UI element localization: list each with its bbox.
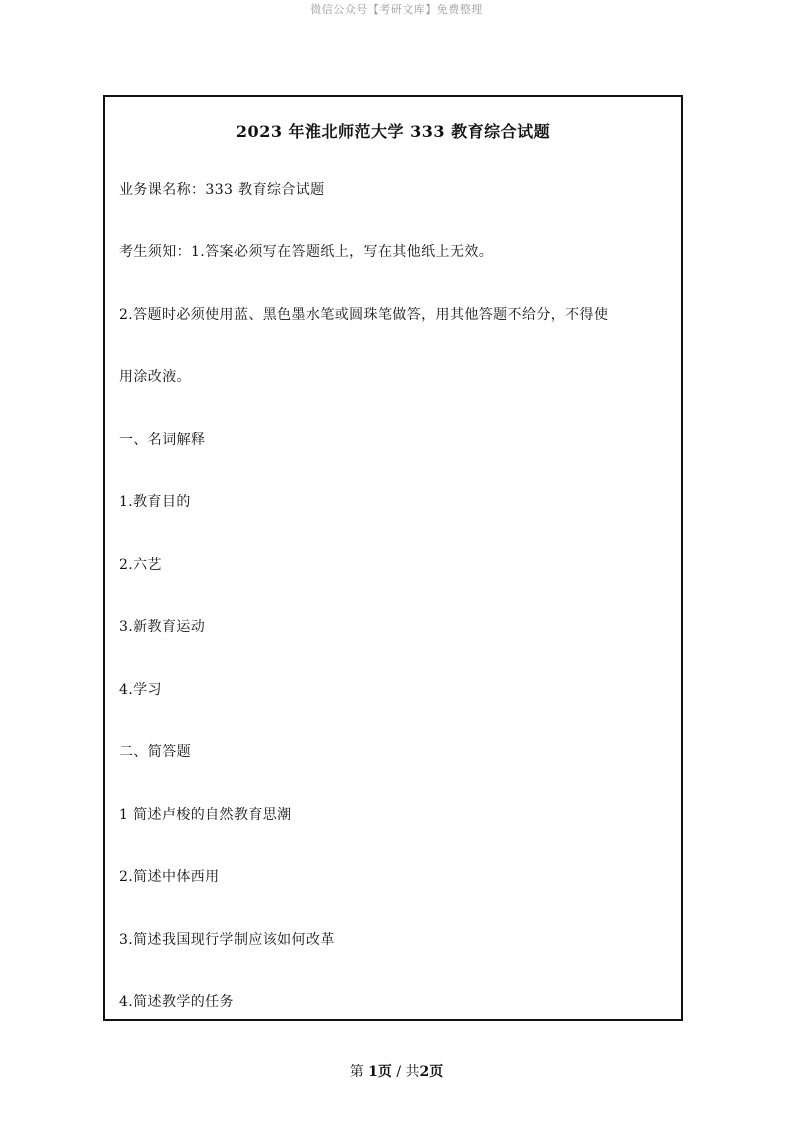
question-item: 2.简述中体西用	[119, 869, 220, 885]
course-name-line: 业务课名称：333 教育综合试题	[119, 182, 325, 198]
document-frame	[103, 95, 683, 1021]
question-item: 3.简述我国现行学制应该如何改革	[119, 932, 335, 948]
footer-total-pages: 2	[419, 1064, 430, 1080]
section-heading-terms: 一、名词解释	[119, 432, 206, 448]
section-heading-short-answer: 二、简答题	[119, 744, 191, 760]
footer-prefix: 第	[349, 1064, 364, 1080]
notice-line-3: 用涂改液。	[119, 369, 191, 385]
question-item: 2.六艺	[119, 557, 162, 573]
notice-line-2: 2.答题时必须使用蓝、黑色墨水笔或圆珠笔做答，用其他答题不给分，不得使	[119, 307, 609, 323]
footer-total-prefix: 共	[405, 1064, 420, 1080]
footer-total-unit: 页	[429, 1064, 444, 1080]
question-item: 4.学习	[119, 682, 162, 698]
document-title: 2023 年淮北师范大学 333 教育综合试题	[235, 122, 551, 141]
question-item: 3.新教育运动	[119, 619, 206, 635]
page-number-footer	[0, 1061, 793, 1081]
watermark-text: 微信公众号【考研文库】免费整理	[310, 3, 483, 16]
question-item: 4.简述教学的任务	[119, 994, 234, 1010]
question-item: 1.教育目的	[119, 494, 191, 510]
footer-separator: /	[396, 1064, 402, 1080]
footer-page-unit: 页	[377, 1064, 392, 1080]
question-item: 1 简述卢梭的自然教育思潮	[119, 807, 292, 823]
footer-current-page: 1	[368, 1064, 378, 1080]
notice-line-1: 考生须知：1.答案必须写在答题纸上，写在其他纸上无效。	[119, 244, 494, 260]
